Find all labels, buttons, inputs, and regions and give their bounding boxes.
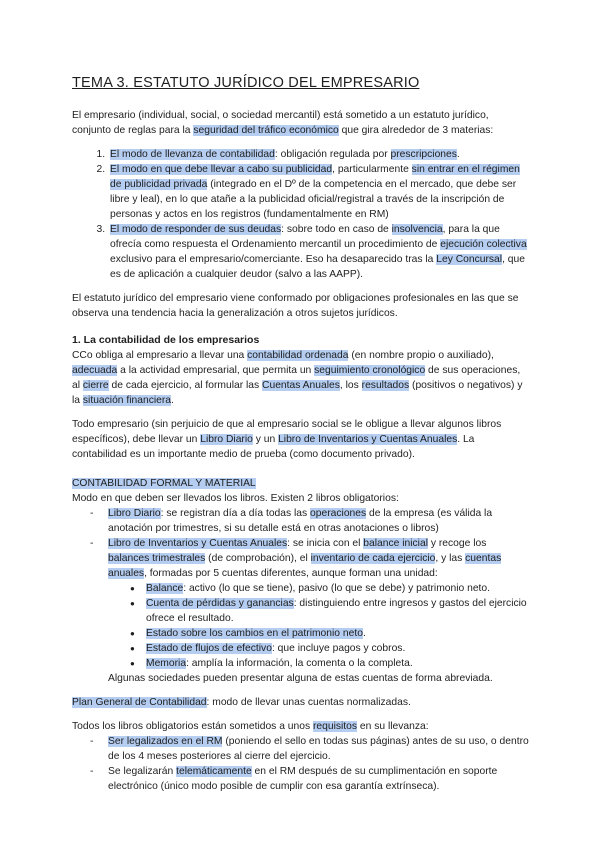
text: de sus operaciones, al: [72, 365, 521, 391]
highlight: Estado de flujos de efectivo: [146, 643, 272, 654]
text: , particularmente: [332, 164, 412, 175]
list-item: [146, 656, 530, 671]
text: : sobre todo en caso de: [281, 224, 392, 235]
highlight: inventario de cada ejercicio: [310, 553, 436, 564]
highlight: prescripciones: [390, 149, 457, 160]
list-item: [108, 764, 530, 794]
text: exclusivo para el empresario/comerciante. Eso ha desaparecido tras la: [110, 254, 437, 265]
highlight: balance inicial: [363, 538, 428, 549]
list-item: [146, 596, 530, 626]
text: : obligación regulada por: [274, 149, 391, 160]
highlight: CONTABILIDAD FORMAL Y MATERIAL: [72, 478, 256, 489]
highlight: contabilidad ordenada: [247, 350, 349, 361]
highlight: Ser legalizados en el RM: [108, 736, 223, 747]
highlight: balances trimestrales: [108, 553, 206, 564]
highlight: Memoria: [146, 658, 187, 669]
highlight: adecuada: [72, 365, 118, 376]
text: , formadas por 5 cuentas diferentes, aunque forman una unidad:: [144, 568, 438, 579]
highlight: insolvencia: [391, 224, 443, 235]
section-heading: 1. La contabilidad de los empresarios: [72, 334, 260, 346]
highlight: Balance: [146, 583, 184, 594]
list-item: [108, 506, 530, 536]
text: importante medio de prueba (como documento privado): [157, 449, 413, 460]
highlight: cierre: [82, 380, 109, 391]
text: Todo empresario (sin perjuicio de que al empresario social se le obligue a llevar algunos libros específicos), debe llevar un: [72, 419, 502, 445]
text: que gira alrededor de 3 materias:: [338, 125, 494, 136]
highlight: El modo en que debe llevar a cabo su publicidad: [110, 164, 333, 175]
plan-general: [72, 695, 530, 710]
list-item: [146, 626, 530, 641]
text: en su llevanza:: [357, 721, 429, 732]
text: , los: [339, 380, 362, 391]
text: .: [456, 149, 460, 160]
highlight: seguimiento cronológico: [314, 365, 426, 376]
libros-list: [72, 506, 530, 686]
highlight: resultados: [361, 380, 410, 391]
list-item: [108, 147, 530, 162]
libros-paragraph: [72, 417, 530, 462]
text: : que incluye pagos y cobros.: [271, 643, 406, 654]
formal-intro: Modo en que deben ser llevados los libros. Existen 2 libros obligatorios:: [72, 493, 399, 504]
text: : amplía la información, la comenta o la completa.: [186, 658, 413, 669]
text: Todos los libros obligatorios están sometidos a unos: [72, 721, 313, 732]
highlight: Libro Diario: [108, 508, 161, 519]
highlight: ejecución colectiva: [440, 239, 527, 250]
page-title: TEMA 3. ESTATUTO JURÍDICO DEL EMPRESARIO: [72, 75, 420, 91]
text: El empresario (individual, social, o sociedad mercantil) está sometido a un estatuto jurídico, conjunto de reglas para la: [72, 110, 489, 136]
text: de la empresa (es válida la anotación por trimestres, si su detalle está en otras anotaciones o libros): [108, 508, 493, 534]
text: (integrado en el Dº de la competencia en el mercado, que debe ser libre y leal), en lo que atañe a la publicidad oficial/registral a través de la inscripción de personas y actos en los registros (fundamentalmente en RM): [110, 179, 517, 220]
list-item: [108, 222, 530, 282]
highlight: requisitos: [312, 721, 358, 732]
requisitos-list: [72, 734, 530, 794]
text: . La contabilidad es un: [72, 434, 475, 460]
text: (poniendo el sello en todas sus páginas) antes de su uso, o dentro de los 4 meses posteriores al cierre del ejercicio.: [108, 736, 529, 762]
text: .: [171, 395, 174, 406]
highlight: sin entrar en el régimen de publicidad privada: [110, 164, 520, 190]
text: : distinguiendo entre ingresos y gastos del ejercicio ofrece el resultado.: [146, 598, 527, 624]
text: (en nombre propio o auxiliado),: [348, 350, 494, 361]
highlight: Estado sobre los cambios en el patrimonio neto: [146, 628, 363, 639]
text: CCo obliga al empresario a llevar una: [72, 350, 248, 361]
text: y recoge los: [427, 538, 487, 549]
contabilidad-paragraph: [72, 348, 530, 408]
requisitos-intro: [72, 719, 530, 734]
text: , y las: [435, 553, 466, 564]
intro-paragraph: [72, 108, 530, 138]
highlight: cuentas anuales: [108, 553, 502, 579]
text: : modo de llevar unas cuentas normalizadas.: [206, 697, 411, 708]
list-item: [108, 734, 530, 764]
text: y un: [252, 434, 279, 445]
highlight: situación financiera: [82, 395, 172, 406]
text: , que es de aplicación a cualquier deudor (salvo a las AAPP).: [110, 254, 525, 280]
highlight: Libro de Inventarios y Cuentas Anuales: [108, 538, 288, 549]
text: : se inicia con el: [287, 538, 364, 549]
estatuto-paragraph: El estatuto jurídico del empresario viene conformado por obligaciones profesionales en las que se observa una tendencia hacia la generalización a otros sujetos jurídicos.: [72, 293, 519, 319]
abreviada-note: Algunas sociedades pueden presentar alguna de estas cuentas de forma abreviada.: [108, 673, 493, 684]
list-item: [146, 581, 530, 596]
document-page: [72, 64, 530, 794]
highlight: Cuenta de pérdidas y ganancias: [146, 598, 294, 609]
text: : se registran día a día todas las: [160, 508, 311, 519]
text: .: [362, 628, 366, 639]
cuentas-list: [108, 581, 530, 671]
text: a la actividad empresarial, que permita un: [117, 365, 315, 376]
highlight: seguridad del tráfico económico: [193, 125, 339, 136]
list-item: [108, 536, 530, 686]
text: , para la que ofrecía como respuesta el Ordenamiento mercantil un procedimiento de: [110, 224, 500, 250]
list-item: [108, 162, 530, 222]
highlight: El modo de responder de sus deudas: [110, 224, 282, 235]
highlight: El modo de llevanza de contabilidad: [110, 149, 275, 160]
highlight: Libro Diario: [200, 434, 253, 445]
highlight: telemáticamente: [176, 766, 252, 777]
text: en el RM después de su cumplimentación en soporte electrónico (único modo posible de cumplir con esa garantía extrínseca).: [108, 766, 498, 792]
text: Se legalizarán: [108, 766, 177, 777]
formal-heading: [72, 476, 530, 491]
materias-list: [72, 147, 530, 282]
text: .: [412, 449, 415, 460]
text: (de comprobación), el: [205, 553, 311, 564]
text: : activo (lo que se tiene), pasivo (lo que se debe) y patrimonio neto.: [183, 583, 491, 594]
highlight: operaciones: [310, 508, 367, 519]
highlight: Libro de Inventarios y Cuentas Anuales: [278, 434, 458, 445]
highlight: Cuentas Anuales: [262, 380, 340, 391]
highlight: Plan General de Contabilidad: [72, 697, 207, 708]
highlight: Ley Concursal: [436, 254, 503, 265]
text: (positivos o negativos) y la: [72, 380, 523, 406]
list-item: [146, 641, 530, 656]
text: de cada ejercicio, al formular las: [108, 380, 263, 391]
